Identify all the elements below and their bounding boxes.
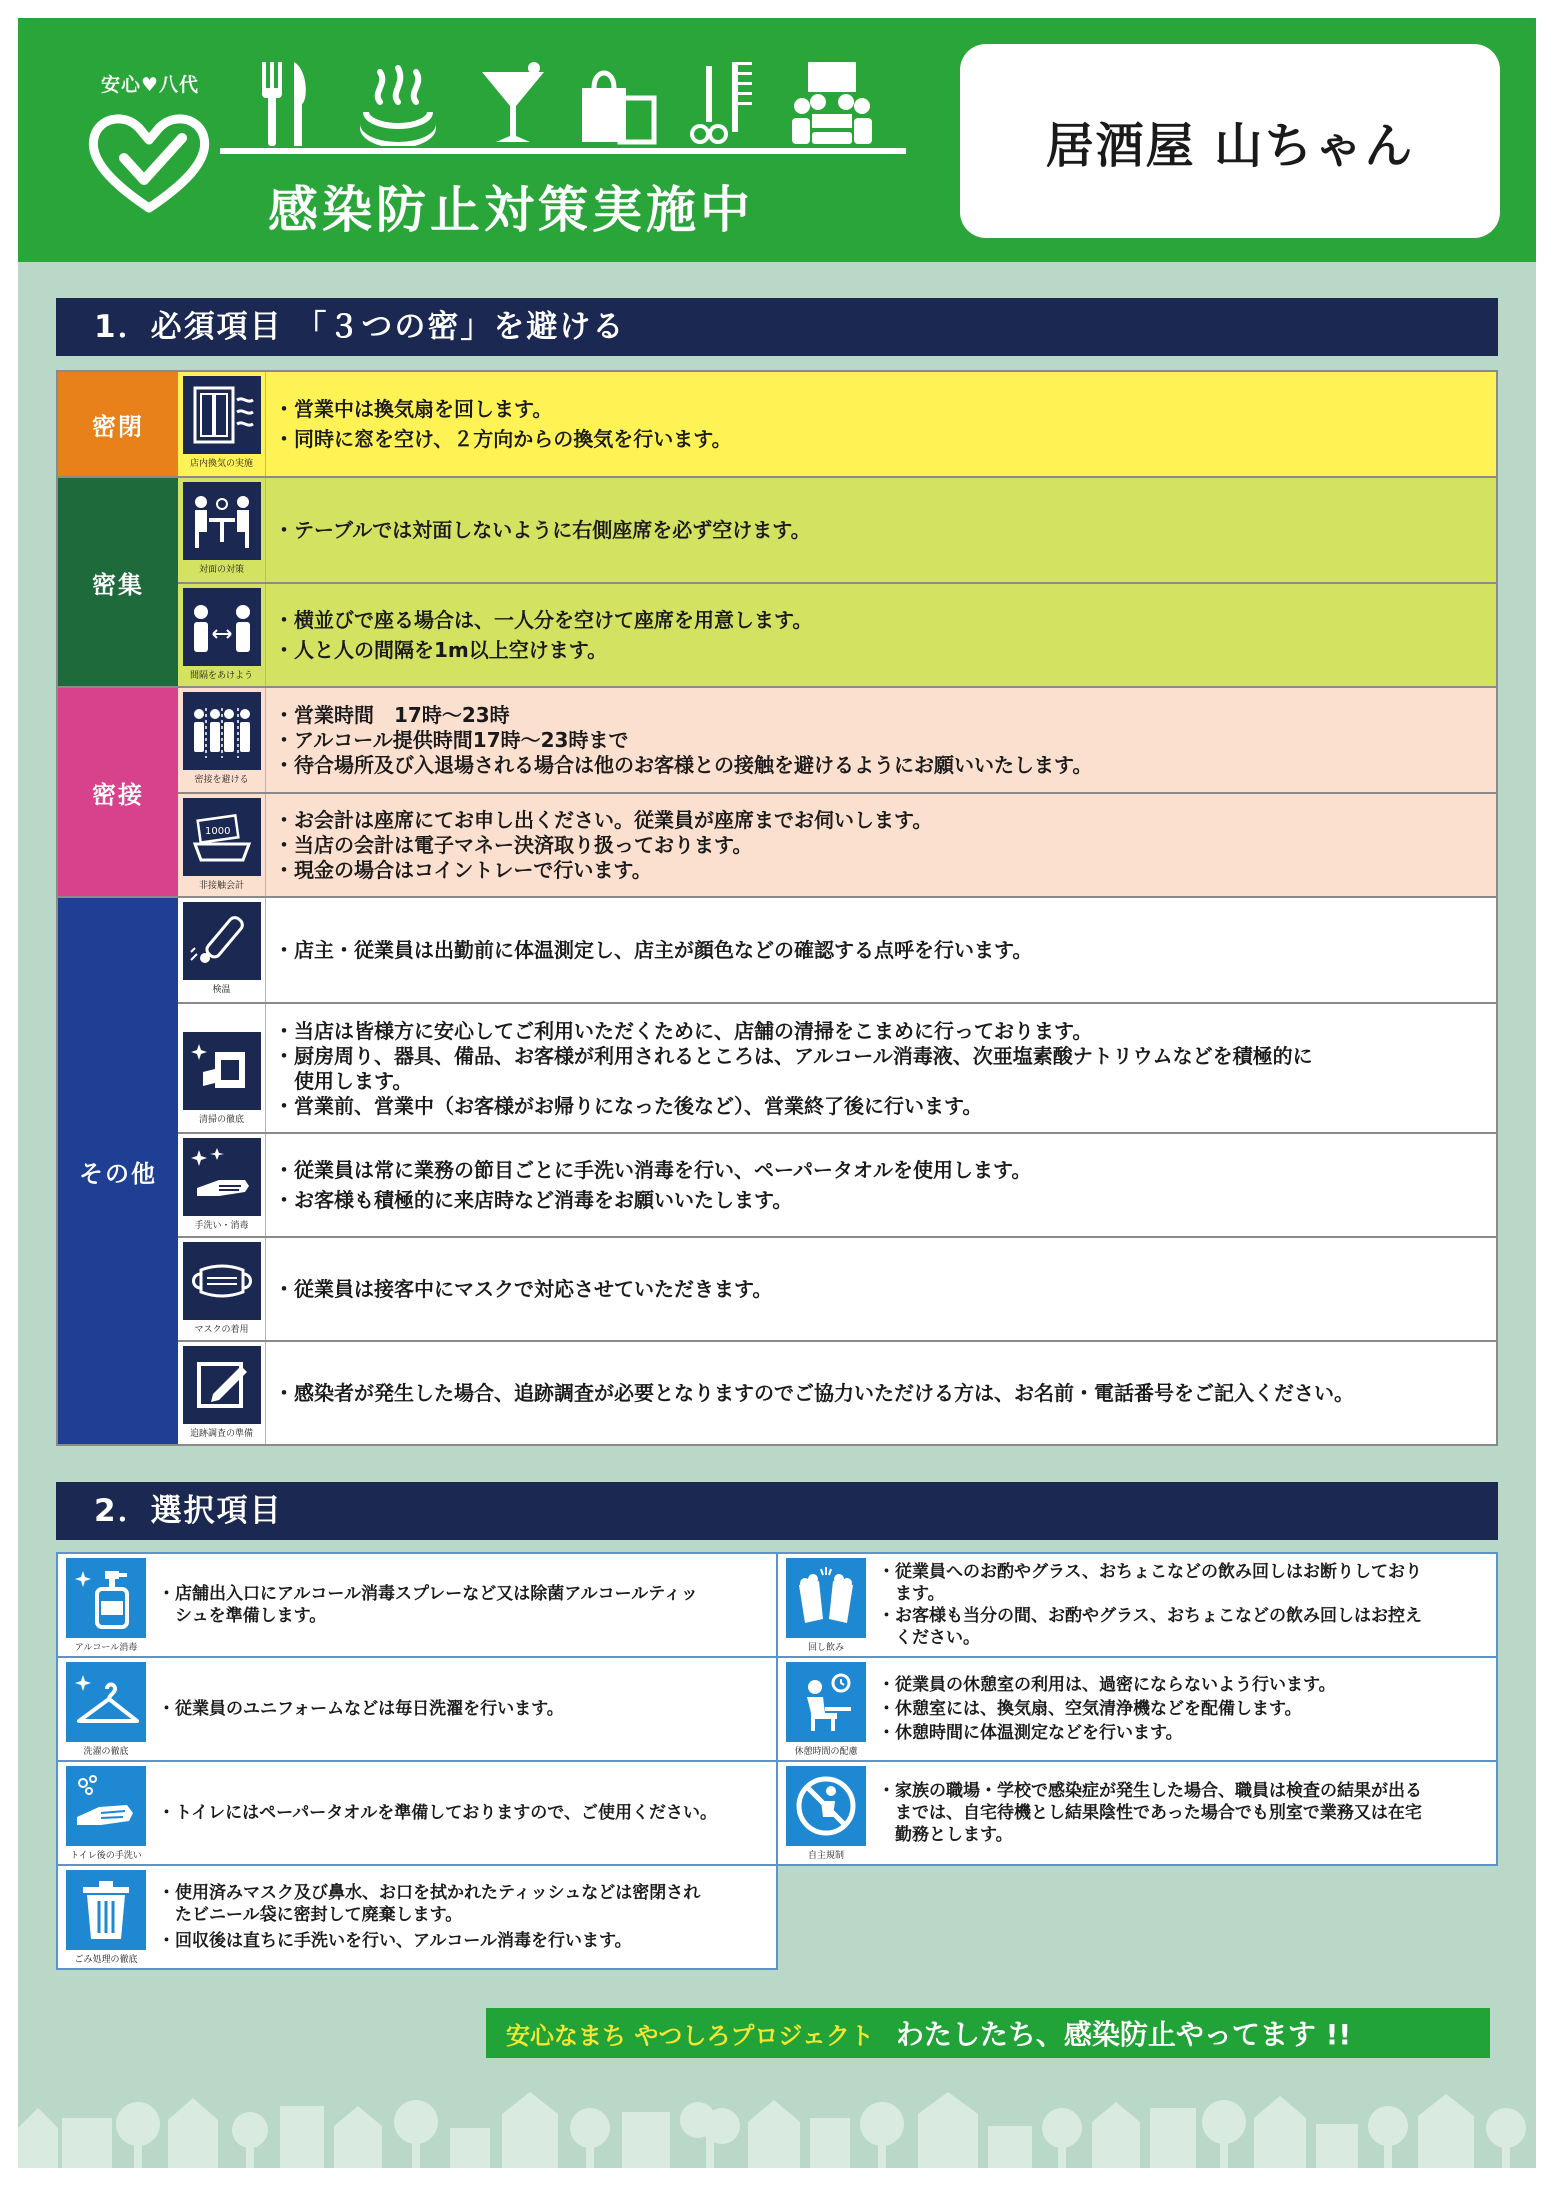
row-text: ・営業中は換気扇を回します。	[274, 397, 553, 421]
table-row	[178, 478, 1496, 582]
table-row	[178, 1002, 1496, 1132]
row-text: ・従業員は常に業務の節目ごとに手洗い消毒を行い、ペーパータオルを使用します。	[274, 1158, 1032, 1182]
no-entry-person-icon	[791, 1771, 861, 1841]
row-text: ・当店の会計は電子マネー決済取り扱っております。	[274, 833, 753, 857]
row-icon	[58, 1762, 154, 1864]
icon-caption: 間隔をあけよう	[189, 671, 253, 681]
icon-caption: アルコール消毒	[74, 1643, 138, 1653]
icon-caption: トイレ後の手洗い	[70, 1851, 142, 1861]
icon-caption: 洗濯の徹底	[83, 1747, 129, 1757]
distance-icon	[189, 594, 255, 660]
row-icon	[58, 1658, 154, 1760]
list-item	[56, 1864, 778, 1970]
avoid-crowd-icon	[189, 698, 255, 764]
thermometer-icon	[189, 908, 255, 974]
alcohol-spray-icon	[71, 1563, 141, 1633]
row-text: 使用します。	[274, 1068, 413, 1093]
row-text: ・従業員は接客中にマスクで対応させていただきます。	[274, 1277, 773, 1301]
row-text: ・当店は皆様方に安心してご利用いただくために、店舗の清掃をこまめに行っております。	[274, 1018, 1093, 1043]
row-text: たビニール袋に密封して廃棄します。	[158, 1905, 463, 1925]
beer-toast-icon	[791, 1563, 861, 1633]
row-text: ・店舗出入口にアルコール消毒スプレーなど又は除菌アルコールティッ	[158, 1584, 698, 1604]
icon-caption: 検温	[212, 985, 231, 995]
table-row	[178, 1236, 1496, 1340]
town-skyline-decoration	[18, 2078, 1536, 2168]
row-icon	[178, 478, 266, 582]
row-text: ・人と人の間隔を1m以上空けます。	[274, 638, 608, 662]
hanger-icon	[71, 1667, 141, 1737]
table-row	[178, 688, 1496, 792]
section2-title: 2．選択項目	[56, 1482, 1498, 1540]
row-text: ・現金の場合はコイントレーで行います。	[274, 858, 652, 882]
shop-name-box	[960, 44, 1500, 238]
list-item	[776, 1760, 1498, 1866]
row-text: ・従業員の休憩室の利用は、過密にならないよう行います。	[878, 1675, 1336, 1695]
row-text: ・トイレにはペーパータオルを準備しておりますので、ご使用ください。	[158, 1803, 717, 1823]
row-text: ・店主・従業員は出勤前に体温測定し、店主が顔色などの確認する点呼を行います。	[274, 938, 1033, 962]
row-text: ・待合場所及び入退場される場合は他のお客様との接触を避けるようにお願いいたします。	[274, 753, 1093, 777]
cleaning-icon	[189, 1038, 255, 1104]
row-text: ・お客様も積極的に来店時など消毒をお願いいたします。	[274, 1188, 793, 1212]
icon-caption: マスクの着用	[194, 1325, 249, 1335]
row-text: ・営業前、営業中（お客様がお帰りになった後など）、営業終了後に行います。	[274, 1093, 983, 1118]
row-text: までは、自宅待機とし結果陰性であった場合でも別室で業務又は在宅	[878, 1803, 1422, 1823]
row-icon	[58, 1866, 154, 1968]
list-item	[776, 1552, 1498, 1658]
row-icon	[178, 1134, 266, 1236]
icon-caption: 非接触会計	[198, 881, 244, 891]
hand-wash-icon	[189, 1144, 255, 1210]
row-text: ・使用済みマスク及び鼻水、お口を拭かれたティッシュなどは密閉され	[158, 1883, 701, 1903]
row-icon	[178, 372, 266, 476]
section1-title: 1．必須項目 「３つの密」を避ける	[56, 298, 1498, 356]
row-icon	[778, 1658, 874, 1760]
group-other	[56, 896, 1498, 1446]
row-text: ください。	[878, 1628, 980, 1648]
mask-icon	[189, 1248, 255, 1314]
group-misshu	[56, 476, 1498, 688]
window-ventilation-icon	[189, 382, 255, 448]
icon-caption: ごみ処理の徹底	[74, 1955, 138, 1965]
group-missetsu	[56, 686, 1498, 898]
logo-text: 安心♥八代	[100, 74, 200, 96]
row-icon	[178, 794, 266, 896]
icon-caption: 店内換気の実施	[189, 459, 253, 469]
row-text: ・お客様も当分の間、お酌やグラス、おちょこなどの飲み回しはお控え	[878, 1606, 1422, 1626]
table-row	[178, 792, 1496, 896]
cocktail-icon	[478, 62, 548, 146]
break-room-icon	[791, 1667, 861, 1737]
slogan: わたしたち、感染防止やってます !!	[895, 2018, 1352, 2051]
shop-name: 居酒屋 山ちゃん	[1045, 117, 1415, 174]
header	[18, 18, 1536, 262]
hot-spring-icon	[356, 62, 440, 146]
table-row	[178, 372, 1496, 476]
row-icon	[178, 1342, 266, 1444]
meeting-icon	[788, 62, 876, 146]
icon-caption: 手洗い・消毒	[194, 1221, 249, 1231]
face-to-face-icon	[189, 488, 255, 554]
notice-poster	[18, 18, 1536, 2168]
svg-text:1000: 1000	[204, 826, 230, 837]
icon-caption: 休憩時間の配慮	[794, 1747, 858, 1757]
fork-knife-icon	[258, 62, 312, 146]
cash-tray-icon	[189, 804, 255, 870]
row-text: ・家族の職場・学校で感染症が発生した場合、職員は検査の結果が出る	[878, 1781, 1422, 1801]
anshin-yatsushiro-logo	[80, 70, 220, 230]
row-icon	[178, 584, 266, 686]
category-label: 密集	[58, 478, 178, 686]
list-item	[56, 1656, 778, 1762]
row-text: ・同時に窓を空け、２方向からの換気を行います。	[274, 427, 732, 451]
list-item	[776, 1656, 1498, 1762]
category-label: 密接	[58, 688, 178, 896]
row-text: ・アルコール提供時間17時～23時まで	[274, 728, 629, 752]
row-text: ・従業員のユニフォームなどは毎日洗濯を行います。	[158, 1699, 564, 1719]
icon-caption: 追跡調査の準備	[189, 1429, 253, 1439]
heart-check-icon	[84, 108, 214, 218]
row-text: ・休憩時間に体温測定などを行います。	[878, 1723, 1183, 1743]
toilet-hand-wash-icon	[71, 1771, 141, 1841]
row-text: ・従業員へのお酌やグラス、おちょこなどの飲み回しはお断りしており	[878, 1562, 1422, 1582]
category-label: その他	[58, 898, 178, 1444]
trash-can-icon	[71, 1875, 141, 1945]
row-icon	[778, 1554, 874, 1656]
required-items-table	[56, 372, 1498, 1446]
row-text: ・テーブルでは対面しないように右側座席を必ず空けます。	[274, 518, 811, 542]
row-icon	[58, 1554, 154, 1656]
row-text: ・お会計は座席にてお申し出ください。従業員が座席までお伺いします。	[274, 808, 933, 832]
row-icon	[178, 898, 266, 1002]
icon-caption: 対面の対策	[198, 565, 244, 575]
optional-left-column	[56, 1554, 778, 1970]
row-text: 勤務とします。	[878, 1825, 1013, 1845]
row-text: ・横並びで座る場合は、一人分を空けて座席を用意します。	[274, 608, 813, 632]
header-icon-row	[258, 62, 878, 152]
footer-banner	[486, 2008, 1490, 2058]
table-row	[178, 898, 1496, 1002]
table-row	[178, 1340, 1496, 1444]
header-divider	[220, 148, 906, 154]
shopping-bag-icon	[578, 62, 658, 146]
write-icon	[189, 1352, 255, 1418]
row-icon	[178, 688, 266, 792]
row-text: ・回収後は直ちに手洗いを行い、アルコール消毒を行います。	[158, 1931, 632, 1951]
row-text: ・営業時間 17時～23時	[274, 703, 510, 727]
group-mippei	[56, 370, 1498, 478]
row-text: ・感染者が発生した場合、追跡調査が必要となりますのでご協力いただける方は、お名前・電話番号をご記入ください。	[274, 1381, 1354, 1405]
category-label: 密閉	[58, 372, 178, 476]
icon-caption: 密接を避ける	[194, 775, 249, 785]
icon-caption: 回し飲み	[807, 1643, 844, 1653]
table-row	[178, 582, 1496, 686]
row-icon	[178, 1238, 266, 1340]
row-text: ・厨房周り、器具、備品、お客様が利用されるところは、アルコール消毒液、次亜塩素酸ナトリウムなどを積極的に	[274, 1043, 1313, 1068]
row-icon	[178, 1004, 266, 1132]
list-item	[56, 1552, 778, 1658]
row-text: シュを準備します。	[158, 1606, 327, 1626]
page-title: 感染防止対策実施中	[268, 181, 754, 239]
scissors-comb-icon	[688, 62, 758, 146]
row-text: ・休憩室には、換気扇、空気清浄機などを配備します。	[878, 1699, 1302, 1719]
project-name: 安心なまち やつしろプロジェクト	[506, 2021, 874, 2050]
icon-caption: 清掃の徹底	[198, 1115, 244, 1125]
table-row	[178, 1132, 1496, 1236]
list-item	[56, 1760, 778, 1866]
row-icon	[778, 1762, 874, 1864]
icon-caption: 自主規制	[807, 1851, 844, 1861]
row-text: ます。	[878, 1584, 945, 1604]
optional-right-column	[776, 1554, 1498, 1866]
